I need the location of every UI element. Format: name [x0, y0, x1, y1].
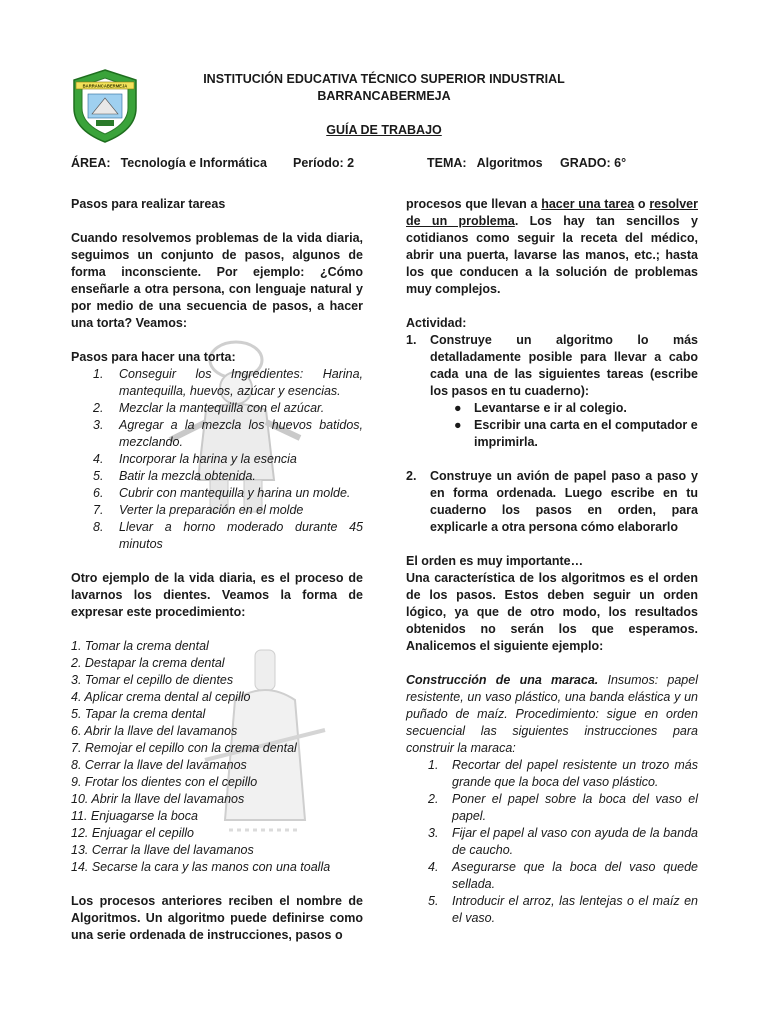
- cake-step-number: 3.: [93, 418, 104, 432]
- maraca-step-text: Introducir el arroz, las lentejas o el maíz en el vaso.: [452, 894, 698, 925]
- cake-step: [71, 502, 363, 519]
- maraca-step-text: Poner el papel sobre la boca del vaso el papel.: [452, 792, 698, 823]
- maraca-step: [406, 757, 698, 791]
- cake-step-text: Batir la mezcla obtenida.: [119, 469, 256, 483]
- activity-list: [406, 332, 698, 400]
- cake-step-number: 8.: [93, 520, 104, 534]
- teeth-step: 4. Aplicar crema dental al cepillo: [71, 690, 251, 704]
- activity-2-text: Construye un avión de papel paso a paso y en forma ordenada. Luego escribe en tu cuaderno los pasos en orden, para explicarle a otra persona cómo elaborarlo: [430, 469, 698, 534]
- cake-step: [71, 451, 363, 468]
- activity-item-1: [406, 332, 698, 400]
- teeth-step: 11. Enjuagarse la boca: [71, 809, 198, 823]
- topic-value: Algoritmos: [476, 156, 543, 170]
- closing-post: Un algoritmo puede definirse como una serie ordenada de instrucciones, pasos o: [71, 911, 363, 942]
- teeth-step: 5. Tapar la crema dental: [71, 707, 206, 721]
- teeth-intro: Otro ejemplo de la vida diaria, es el proceso de lavarnos los dientes. Veamos la forma de expresar este procedimiento:: [71, 571, 363, 619]
- closing-paragraph: [71, 893, 363, 944]
- bullet-icon: ●: [454, 418, 462, 432]
- cont-link-task: hacer una tarea: [541, 197, 635, 211]
- maraca-step: [406, 859, 698, 893]
- order-paragraph: Una característica de los algoritmos es el orden de los pasos. Estos deben seguir un orden lógico, ya que de otro modo, los resultados obtenidos no serán los que esperamos. Analicemos el siguiente ejemplo:: [406, 571, 698, 653]
- closing-pre: Los procesos anteriores reciben el nombre de: [71, 894, 363, 908]
- cake-step-number: 6.: [93, 486, 104, 500]
- cake-step: [71, 366, 363, 400]
- right-column: [406, 196, 698, 927]
- intro-paragraph: Cuando resolvemos problemas de la vida diaria, seguimos un conjunto de pasos, algunos de forma inconsciente. Por ejemplo: ¿Cómo enseñarle a otra persona, con lenguaje natural y por medio de una secuencia de pasos, a hacer una torta? Veamos:: [71, 231, 363, 330]
- teeth-step: 1. Tomar la crema dental: [71, 639, 209, 653]
- order-heading: El orden es muy importante…: [406, 554, 584, 568]
- cake-step: [71, 400, 363, 417]
- teeth-step: 8. Cerrar la llave del lavamanos: [71, 758, 247, 772]
- maraca-title: Construcción de una maraca.: [406, 673, 599, 687]
- activity-bullet-text: Levantarse e ir al colegio.: [474, 401, 627, 415]
- activity-list-2: [406, 468, 698, 536]
- teeth-step: 12. Enjuagar el cepillo: [71, 826, 194, 840]
- cake-step-text: Mezclar la mantequilla con el azúcar.: [119, 401, 325, 415]
- activity-1-bullets: [406, 400, 698, 451]
- cake-step-number: 5.: [93, 469, 104, 483]
- maraca-step-number: 1.: [428, 758, 439, 772]
- topic-label: TEMA:: [427, 156, 467, 170]
- activity-1-number: 1.: [406, 333, 417, 347]
- activity-bullet-text: Escribir una carta en el computador e imprimirla.: [474, 418, 698, 449]
- cake-step-text: Agregar a la mezcla los huevos batidos, mezclando.: [119, 418, 363, 449]
- activity-bullet: [406, 417, 698, 451]
- maraca-step-number: 3.: [428, 826, 439, 840]
- teeth-step: 3. Tomar el cepillo de dientes: [71, 673, 234, 687]
- cake-heading: Pasos para hacer una torta:: [71, 350, 236, 364]
- cake-step-text: Conseguir los Ingredientes: Harina, mantequilla, huevos, azúcar y esencias.: [119, 367, 363, 398]
- cake-step-text: Verter la preparación en el molde: [119, 503, 304, 517]
- institution-title: [150, 71, 618, 105]
- teeth-steps-list: [71, 638, 363, 876]
- cake-step: [71, 485, 363, 502]
- teeth-step: 7. Remojar el cepillo con la crema dental: [71, 741, 297, 755]
- area-field: [71, 156, 267, 170]
- closing-bold: Algoritmos.: [71, 911, 141, 925]
- guide-title: GUÍA DE TRABAJO: [326, 123, 442, 137]
- teeth-step: 2. Destapar la crema dental: [71, 656, 225, 670]
- cake-steps-list: [71, 366, 363, 553]
- cake-step-text: Cubrir con mantequilla y harina un molde.: [119, 486, 351, 500]
- maraca-step: [406, 893, 698, 927]
- teeth-step: 13. Cerrar la llave del lavamanos: [71, 843, 254, 857]
- bullet-icon: ●: [454, 401, 462, 415]
- activity-2-number: 2.: [406, 469, 417, 483]
- cake-step-number: 1.: [93, 367, 104, 381]
- maraca-step-text: Asegurarse que la boca del vaso quede sellada.: [452, 860, 698, 891]
- maraca-step-number: 5.: [428, 894, 439, 908]
- period-field: Período: 2: [293, 156, 355, 170]
- cake-step: [71, 519, 363, 553]
- cake-step-number: 4.: [93, 452, 104, 466]
- continuation-paragraph: [406, 196, 698, 298]
- cake-step-text: Incorporar la harina y la esencia: [119, 452, 297, 466]
- maraca-step-number: 2.: [428, 792, 439, 806]
- cont-pre: procesos que llevan a: [406, 197, 542, 211]
- maraca-intro: Insumos: papel resistente, un vaso plástico, una banda elástica y un puñado de maíz. Procedimiento: sigue en orden secuencial las siguientes instrucciones para construir la maraca:: [406, 673, 698, 755]
- logo-banner-text: BARRANCABERMEJA: [82, 83, 128, 89]
- institution-city: BARRANCABERMEJA: [317, 89, 451, 103]
- grade-field: GRADO: 6°: [560, 156, 627, 170]
- institution-name: INSTITUCIÓN EDUCATIVA TÉCNICO SUPERIOR INDUSTRIAL: [203, 72, 565, 86]
- cake-step: [71, 417, 363, 451]
- cont-mid: o: [634, 197, 650, 211]
- maraca-step: [406, 791, 698, 825]
- activity-1-text: Construye un algoritmo lo más detalladamente posible para llevar a cabo cada una de las siguientes tareas (escribe los pasos en tu cuaderno):: [430, 333, 698, 398]
- area-label: ÁREA:: [71, 156, 111, 170]
- topic-field: [427, 156, 543, 170]
- maraca-paragraph: [406, 672, 698, 757]
- maraca-step: [406, 825, 698, 859]
- cake-step-text: Llevar a horno moderado durante 45 minutos: [119, 520, 363, 551]
- school-shield-logo: [72, 68, 138, 144]
- maraca-steps-list: [406, 757, 698, 927]
- cake-step-number: 7.: [93, 503, 104, 517]
- activity-heading: Actividad:: [406, 316, 467, 330]
- teeth-step: 10. Abrir la llave del lavamanos: [71, 792, 245, 806]
- activity-bullet: [406, 400, 698, 417]
- teeth-step: 9. Frotar los dientes con el cepillo: [71, 775, 258, 789]
- area-value: Tecnología e Informática: [120, 156, 267, 170]
- cake-step-number: 2.: [93, 401, 104, 415]
- teeth-step: 6. Abrir la llave del lavamanos: [71, 724, 238, 738]
- cont-link-problem: resolver de un problema: [406, 197, 698, 228]
- left-column: [71, 196, 363, 944]
- activity-item-2: [406, 468, 698, 536]
- cake-step: [71, 468, 363, 485]
- cont-post: . Los hay tan sencillos y cotidianos como seguir la receta del médico, abrir una puerta, lavarse las manos, etc.; hasta los que conducen a la solución de problemas muy complejos.: [406, 214, 698, 296]
- section-heading-tasks: Pasos para realizar tareas: [71, 197, 226, 211]
- teeth-step: 14. Secarse la cara y las manos con una toalla: [71, 860, 331, 874]
- maraca-step-text: Recortar del papel resistente un trozo más grande que la boca del vaso plástico.: [452, 758, 698, 789]
- maraca-step-number: 4.: [428, 860, 439, 874]
- maraca-step-text: Fijar el papel al vaso con ayuda de la banda de caucho.: [452, 826, 698, 857]
